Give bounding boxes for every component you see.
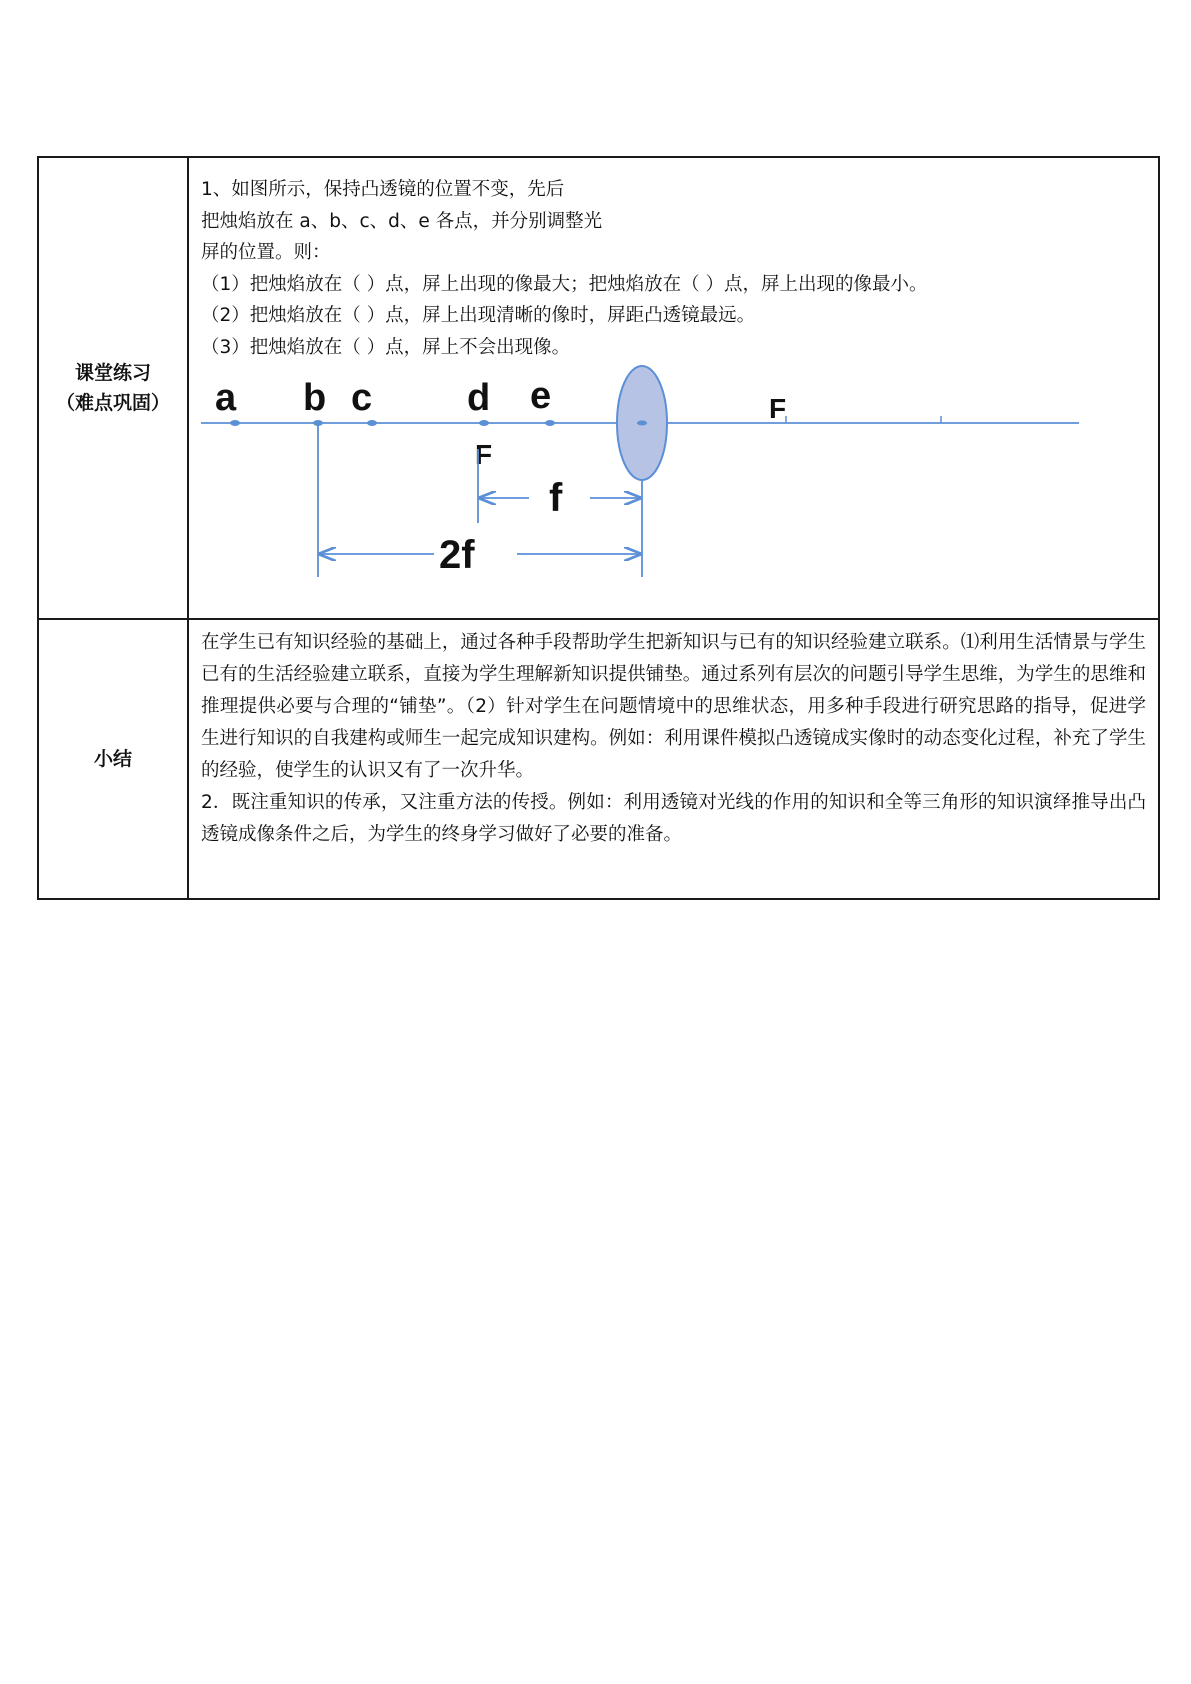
point-d-dot (479, 420, 489, 426)
exercise-content-cell (188, 157, 1159, 619)
summary-content-cell (188, 619, 1159, 899)
exercise-row (38, 157, 1159, 619)
exercise-question (189, 158, 1158, 363)
intro-line-3: 屏的位置。则： (201, 242, 331, 263)
two-f-label: 2f (439, 533, 475, 577)
point-label-c: c (351, 377, 373, 419)
summary-paragraph-1: 在学生已有知识经验的基础上，通过各种手段帮助学生把新知识与已有的知识经验建立联系。⑴利用生活情景与学生已有的生活经验建立联系，直接为学生理解新知识提供铺垫。通过系列有层次的问题引导学生思维，为学生的思维和推理提供必要与合理的“铺垫”。（2）针对学生在问题情境中的思维状态，用多种手段进行研究思路的指导，促进学生进行知识的自我建构或师生一起完成知识建构。例如：利用课件模拟凸透镜成实像时的动态变化过程，补充了学生的经验，使学生的认识又有了一次升华。 (201, 632, 1146, 781)
right-focus-label: F (769, 393, 787, 424)
point-label-a: a (215, 377, 237, 419)
question-2: （2）把烛焰放在（ ）点，屏上出现清晰的像时，屏距凸透镜最远。 (201, 305, 756, 326)
point-a-dot (230, 420, 240, 426)
f-label: f (549, 476, 563, 520)
point-label-b: b (303, 377, 327, 419)
intro-line-1: 1、如图所示，保持凸透镜的位置不变，先后 (201, 179, 565, 200)
question-1: （1）把烛焰放在（ ）点，屏上出现的像最大；把烛焰放在（ ）点，屏上出现的像最小。 (201, 273, 928, 295)
exercise-label-cell (38, 157, 188, 619)
summary-row (38, 619, 1159, 899)
point-label-e: e (530, 375, 552, 417)
lesson-table (37, 156, 1160, 900)
point-c-dot (367, 420, 377, 426)
left-focus-label: F (475, 439, 493, 470)
point-label-d: d (467, 377, 491, 419)
question-3: （3）把烛焰放在（ ）点，屏上不会出现像。 (201, 336, 571, 358)
summary-label: 小结 (93, 748, 132, 770)
lens-diagram (189, 363, 1161, 593)
summary-label-cell (38, 619, 188, 899)
exercise-label-title: 课堂练习 (74, 362, 151, 384)
exercise-label-subtitle: （难点巩固） (55, 392, 170, 414)
summary-paragraph-2: 2．既注重知识的传承，又注重方法的传授。例如：利用透镜对光线的作用的知识和全等三角形的知识演绎推导出凸透镜成像条件之后，为学生的终身学习做好了必要的准备。 (201, 792, 1146, 845)
point-e-dot (545, 420, 555, 426)
summary-text (189, 620, 1158, 851)
intro-line-2: 把烛焰放在 a、b、c、d、e 各点，并分别调整光 (201, 210, 603, 232)
lens-center-dot (637, 421, 647, 426)
